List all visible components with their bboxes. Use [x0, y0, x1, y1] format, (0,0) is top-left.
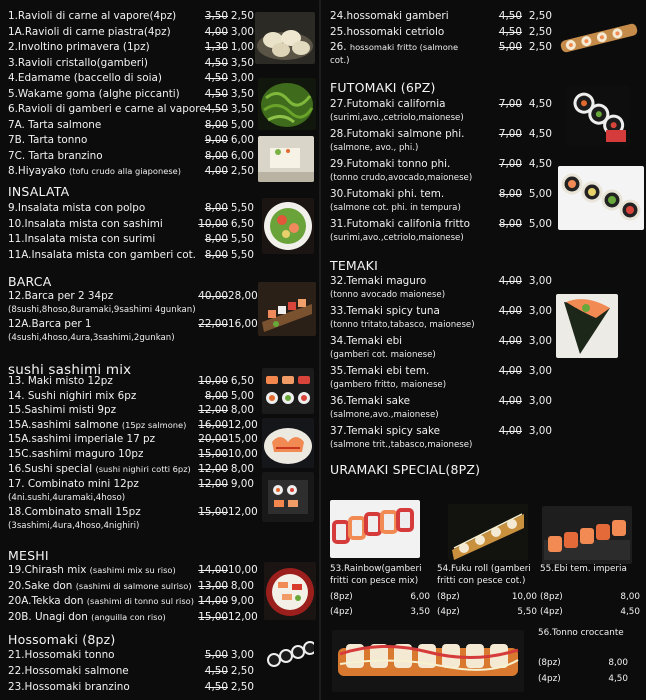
- old-price: 14,00: [198, 595, 228, 607]
- uramaki-8pz-label: (8pz): [540, 592, 563, 602]
- old-price: 4,00: [204, 25, 228, 38]
- item-name: [8, 665, 129, 678]
- section-title-sushi-sashimi-mix: sushi sashimi mix: [8, 362, 132, 378]
- item-name: [330, 425, 440, 438]
- item-name-text: 20.Sake don: [8, 579, 73, 592]
- item-name-text: 34.Temaki ebi: [330, 335, 403, 347]
- item-name-text: 19.Chirash mix: [8, 564, 87, 576]
- item-name-text: 11.Insalata mista con surimi: [8, 233, 156, 245]
- item-description: (4sushi,4hoso,4ura,3sashimi,2gunkan): [8, 333, 175, 343]
- item-description: (tonno tritato,tabasco, maionese): [330, 320, 475, 330]
- item-name: [330, 26, 444, 39]
- old-price: 4,50: [204, 87, 228, 100]
- item-name: [8, 404, 116, 417]
- item-name: [8, 375, 113, 388]
- new-price: 6,00: [230, 149, 254, 162]
- old-price: 4,00: [204, 165, 228, 177]
- new-price: 1,00: [230, 41, 254, 53]
- old-price: 15,00: [198, 610, 228, 623]
- section-title-insalata: INSALATA: [8, 184, 70, 199]
- new-price: 28,00: [228, 290, 258, 302]
- item-name-text: 18.Combinato small 15pz: [8, 506, 141, 518]
- new-price: 5,50: [230, 233, 254, 245]
- futomaki-1-photo: [566, 86, 630, 146]
- item-name: [330, 188, 444, 201]
- uramaki-8pz-price: 8,00: [620, 592, 640, 602]
- old-price: 15,00: [198, 506, 228, 518]
- combinato-photo: [262, 472, 314, 522]
- uramaki-4pz-price: 5,50: [517, 607, 537, 617]
- item-description: (gamberi cot. maionese): [330, 350, 436, 360]
- old-price: 4,50: [204, 681, 228, 693]
- futomaki-2-photo: [558, 166, 644, 230]
- old-price: 12,00: [198, 404, 228, 417]
- tonno-croccante-photo: [332, 630, 524, 692]
- item-name-text: 20B. Unagi don: [8, 610, 88, 623]
- item-name: [8, 119, 101, 132]
- item-name-text: 30.Futomaki phi. tem.: [330, 188, 445, 200]
- sashimi-photo: [262, 418, 314, 468]
- item-name-text: 31.Futomaki califonia fritto: [330, 218, 470, 230]
- ravioli-photo: [255, 12, 315, 64]
- item-name: [8, 57, 148, 70]
- item-name-note: (sashimi di tonno sul riso): [86, 596, 194, 606]
- item-name: [330, 98, 445, 111]
- hossomaki-fritto-photo: [554, 22, 644, 54]
- item-name: [8, 448, 143, 461]
- new-price: 3,00: [528, 395, 552, 407]
- item-name: [8, 10, 176, 23]
- item-description: (salmone cot. phi. in tempura): [330, 203, 461, 213]
- new-price: 10,00: [228, 564, 258, 576]
- old-price: 4,50: [204, 72, 228, 84]
- old-price: 4,00: [498, 335, 522, 347]
- old-price: 8,00: [204, 248, 228, 261]
- item-name: [8, 249, 196, 262]
- item-name-text: 15.Sashimi misti 9pz: [8, 404, 117, 417]
- old-price: 12,00: [198, 478, 228, 490]
- column-divider: [319, 0, 321, 700]
- uramaki-4pz-price: 3,50: [410, 607, 430, 617]
- item-description: (3sashimi,4ura,4hoso,4nighiri): [8, 521, 140, 531]
- uramaki-8pz-price: 6,00: [410, 592, 430, 602]
- left-column: [0, 0, 318, 700]
- new-price: 8,00: [230, 404, 254, 417]
- uramaki-4pz-label: (4pz): [540, 607, 563, 617]
- new-price: 2,50: [230, 681, 254, 693]
- item-name: [8, 26, 171, 39]
- item-name-note: (anguilla con riso): [91, 611, 166, 622]
- item-name: [330, 218, 470, 231]
- sushi-mix-photo: [262, 368, 314, 414]
- new-price: 3,00: [230, 72, 254, 84]
- item-name: [330, 41, 458, 54]
- item-name: [8, 233, 155, 246]
- new-price: 3,00: [528, 365, 552, 377]
- item-name: [8, 611, 166, 624]
- old-price: 4,00: [498, 395, 522, 407]
- item-name-text: 36.Temaki sake: [330, 395, 411, 407]
- item-name: [8, 580, 192, 593]
- item-name-text: 15C.sashimi maguro 10pz: [8, 448, 144, 460]
- item-name: [8, 595, 194, 608]
- item-name: [8, 290, 113, 303]
- item-description: (surimi,avo.,cetriolo,maionese): [330, 113, 464, 123]
- old-price: 9,00: [204, 134, 228, 146]
- item-name-text: 11A.Insalata mista con gamberi cot.: [8, 248, 196, 261]
- item-name: [8, 681, 130, 694]
- uramaki-caption: 55.Ebi tem. imperia: [540, 564, 627, 574]
- new-price: 8,00: [230, 579, 254, 592]
- new-price: 5,50: [230, 248, 254, 261]
- uramaki-caption-2: fritti con pesce cot.): [437, 576, 526, 586]
- item-name: [330, 10, 449, 23]
- item-name: [8, 433, 155, 446]
- item-name: [8, 463, 191, 476]
- new-price: 2,50: [230, 165, 254, 177]
- new-price: 5,50: [230, 202, 254, 214]
- item-name: [330, 275, 426, 288]
- new-price: 3,00: [528, 305, 552, 317]
- item-name: [330, 395, 410, 408]
- new-price: 3,50: [230, 56, 254, 69]
- ebi-tem-photo: [542, 506, 632, 564]
- item-name-text: 12A.Barca per 1: [8, 318, 92, 330]
- item-description: (8sushi,8hoso,8uramaki,9sashimi 4gunkan): [8, 305, 196, 315]
- new-price: 3,00: [528, 335, 552, 347]
- item-name-text: 5.Wakame goma (alghe piccanti): [8, 87, 180, 100]
- barca-photo: [258, 282, 316, 336]
- uramaki-8pz-price: 10,00: [511, 592, 537, 602]
- old-price: 8,00: [204, 389, 228, 402]
- item-description: (surimi,avo.,cetriolo,maionese): [330, 233, 464, 243]
- new-price: 6,50: [230, 375, 254, 387]
- old-price: 12,00: [198, 462, 228, 475]
- item-name: [8, 564, 176, 577]
- uramaki-8pz-label: (8pz): [330, 592, 353, 602]
- new-price: 6,50: [230, 217, 254, 230]
- tonno-8pz-label: (8pz): [538, 658, 561, 668]
- old-price: 4,00: [498, 305, 522, 317]
- item-name: [8, 103, 206, 116]
- old-price: 14,00: [198, 564, 228, 576]
- tonno-4pz-label: (4pz): [538, 674, 561, 684]
- old-price: 7,00: [498, 128, 522, 140]
- item-name-text: 15A.sashimi imperiale 17 pz: [8, 433, 156, 446]
- old-price: 3,50: [204, 10, 228, 22]
- item-name-text: 22.Hossomaki salmone: [8, 665, 129, 677]
- new-price: 2,50: [528, 10, 552, 22]
- section-title-meshi: MESHI: [8, 548, 49, 563]
- section-title-futomaki: FUTOMAKI (6PZ): [330, 80, 436, 95]
- item-name-text: 7C. Tarta branzino: [8, 149, 103, 162]
- item-name-note: (tofu crudo alla giaponese): [68, 166, 182, 176]
- item-name-text: 17. Combinato mini 12pz: [8, 478, 139, 490]
- old-price: 15,00: [198, 448, 228, 460]
- new-price: 10,00: [228, 448, 258, 460]
- uramaki-caption-2: fritti con pesce mix): [330, 576, 419, 586]
- new-price: 4,50: [528, 158, 552, 170]
- item-name: [8, 478, 139, 491]
- item-name: [330, 365, 429, 378]
- new-price: 12,00: [228, 610, 258, 623]
- item-name-text: 28.Futomaki salmone phi.: [330, 128, 465, 140]
- item-name-text: 3.Ravioli cristallo(gamberi): [8, 56, 148, 69]
- old-price: 4,50: [498, 10, 522, 22]
- hossomaki-photo: [266, 640, 314, 668]
- item-name-text: 14. Sushi nighiri mix 6pz: [8, 389, 137, 402]
- item-name-text: 9.Insalata mista con polpo: [8, 202, 146, 214]
- item-name-note: (15pz salmone): [121, 419, 187, 430]
- item-name-text: 37.Temaki spicy sake: [330, 425, 441, 437]
- new-price: 2,50: [528, 25, 552, 38]
- tofu-photo: [258, 136, 314, 182]
- uramaki-4pz-label: (4pz): [437, 607, 460, 617]
- item-name: [330, 305, 440, 318]
- new-price: 2,50: [230, 665, 254, 677]
- item-name: [8, 202, 145, 215]
- item-name-text: 29.Futomaki tonno phi.: [330, 158, 451, 170]
- uramaki-4pz-label: (4pz): [330, 607, 353, 617]
- new-price: 2,50: [230, 10, 254, 22]
- new-price: 5,00: [528, 218, 552, 230]
- item-description: (salmone, avo., phi.): [330, 143, 419, 153]
- section-title-hossomaki: Hossomaki (8pz): [8, 632, 116, 647]
- item-name-text: 12.Barca per 2 34pz: [8, 290, 114, 302]
- item-name-text: 24.hossomaki gamberi: [330, 10, 449, 22]
- item-name-text: 16.Sushi special: [8, 462, 93, 475]
- temaki-photo: [556, 294, 618, 358]
- item-description: (tonno avocado maionese): [330, 290, 446, 300]
- item-name-note: hossomaki fritto (salmone: [349, 42, 459, 52]
- wakame-photo: [258, 78, 316, 130]
- new-price: 5,00: [230, 389, 254, 402]
- rainbow-roll-photo: [330, 500, 420, 558]
- new-price: 4,50: [528, 128, 552, 140]
- old-price: 4,00: [498, 365, 522, 377]
- old-price: 5,00: [498, 41, 522, 53]
- item-name-text: 13. Maki misto 12pz: [8, 375, 113, 387]
- item-name-text: 7A. Tarta salmone: [8, 118, 102, 131]
- new-price: 3,00: [230, 649, 254, 661]
- item-name-text: 8.Hiyayako: [8, 165, 66, 177]
- old-price: 4,50: [204, 56, 228, 69]
- new-price: 16,00: [228, 318, 258, 330]
- new-price: 5,00: [230, 118, 254, 131]
- item-name-text: 25.hossomaki cetriolo: [330, 25, 445, 38]
- old-price: 7,00: [498, 98, 522, 110]
- old-price: 8,00: [204, 202, 228, 214]
- item-name-text: 21.Hossomaki tonno: [8, 649, 115, 661]
- item-name-text: 1.Ravioli di carne al vapore(4pz): [8, 10, 177, 22]
- old-price: 8,00: [204, 233, 228, 245]
- new-price: 3,00: [528, 425, 552, 437]
- new-price: 3,50: [230, 103, 254, 115]
- old-price: 4,50: [204, 665, 228, 677]
- old-price: 8,00: [204, 118, 228, 131]
- item-name: [8, 165, 181, 178]
- item-name: [330, 335, 402, 348]
- new-price: 8,00: [230, 462, 254, 475]
- item-name-text: 15A.sashimi salmone: [8, 418, 119, 431]
- uramaki-8pz-label: (8pz): [437, 592, 460, 602]
- old-price: 8,00: [498, 218, 522, 230]
- section-title-barca: BARCA: [8, 274, 52, 289]
- item-description: (salmone trit.,tabasco,maionese): [330, 440, 473, 450]
- new-price: 12,00: [228, 418, 258, 431]
- item-name: [8, 72, 162, 85]
- new-price: 6,00: [230, 134, 254, 146]
- old-price: 8,00: [498, 188, 522, 200]
- item-name-text: 1A.Ravioli di carne piastra(4pz): [8, 25, 171, 38]
- item-description: (gambero fritto, maionese): [330, 380, 447, 390]
- item-name-text: 4.Edamame (baccello di soia): [8, 72, 162, 84]
- item-description: (4ni.sushi,4uramaki,4hoso): [8, 493, 126, 503]
- item-name: [330, 158, 450, 171]
- uramaki-caption: 54.Fuku roll (gamberi: [437, 564, 531, 574]
- item-description: (tonno crudo,avocado,maionese): [330, 173, 473, 183]
- old-price: 4,50: [204, 103, 228, 115]
- item-name-note: (sushi nighiri cotti 6pz): [95, 463, 191, 474]
- new-price: 15,00: [228, 433, 258, 446]
- old-price: 10,00: [198, 217, 228, 230]
- new-price: 5,00: [528, 188, 552, 200]
- right-column: [322, 0, 646, 700]
- item-name-text: 20A.Tekka don: [8, 595, 84, 607]
- item-name: [8, 134, 87, 147]
- item-name-note: (sashimi di salmone sulriso): [75, 580, 192, 591]
- uramaki-caption: 53.Rainbow(gamberi: [330, 564, 422, 574]
- section-title-uramaki-special: URAMAKI SPECIAL(8PZ): [330, 462, 481, 477]
- old-price: 40,00: [198, 290, 228, 302]
- new-price: 3,00: [528, 275, 552, 287]
- item-name-text: 27.Futomaki california: [330, 98, 446, 110]
- item-name: [8, 218, 163, 231]
- item-name-text: 33.Temaki spicy tuna: [330, 305, 440, 317]
- uramaki-4pz-price: 4,50: [620, 607, 640, 617]
- item-name-note: (sashimi mix su riso): [89, 565, 176, 575]
- old-price: 13,00: [198, 579, 228, 592]
- item-name-text: 10.Insalata mista con sashimi: [8, 217, 163, 230]
- insalata-photo: [262, 198, 314, 254]
- item-name: [8, 318, 92, 331]
- item-name: [8, 649, 115, 662]
- item-name-text: 6.Ravioli di gamberi e carne al vapore: [8, 103, 206, 115]
- old-price: 20,00: [198, 433, 228, 446]
- item-name-text: 35.Temaki ebi tem.: [330, 365, 430, 377]
- new-price: 9,00: [230, 595, 254, 607]
- new-price: 4,50: [528, 98, 552, 110]
- item-name-text: 32.Temaki maguro: [330, 275, 427, 287]
- new-price: 3,50: [230, 87, 254, 100]
- item-name: [8, 390, 136, 403]
- old-price: 22,00: [198, 318, 228, 330]
- item-name-text: 26.: [330, 41, 347, 53]
- old-price: 10,00: [198, 375, 228, 387]
- item-name: [330, 128, 464, 141]
- item-name-text: 7B. Tarta tonno: [8, 134, 88, 146]
- item-name-text: 23.Hossomaki branzino: [8, 681, 130, 693]
- old-price: 4,00: [498, 425, 522, 437]
- old-price: 5,00: [204, 649, 228, 661]
- old-price: 4,00: [498, 275, 522, 287]
- tonno-croccante-caption: 56.Tonno croccante: [538, 628, 624, 638]
- old-price: 7,00: [498, 158, 522, 170]
- new-price: 9,00: [230, 478, 254, 490]
- item-description: (salmone,avo.,maionese): [330, 410, 439, 420]
- chirashi-photo: [264, 562, 316, 620]
- item-name: [8, 150, 103, 163]
- new-price: 2,50: [528, 41, 552, 53]
- tonno-4pz-price: 4,50: [608, 674, 628, 684]
- item-name: [8, 88, 180, 101]
- tonno-8pz-price: 8,00: [608, 658, 628, 668]
- item-name-text: 2.Involtino primavera (1pz): [8, 41, 150, 53]
- item-name: [8, 41, 150, 54]
- old-price: 1,30: [204, 41, 228, 53]
- old-price: 8,00: [204, 149, 228, 162]
- fuku-roll-photo: [448, 504, 528, 560]
- item-description: cot.): [330, 56, 350, 66]
- old-price: 16,00: [198, 418, 228, 431]
- old-price: 4,50: [498, 25, 522, 38]
- new-price: 12,00: [228, 506, 258, 518]
- item-name: [8, 419, 186, 432]
- item-name: [8, 506, 141, 519]
- new-price: 3,00: [230, 25, 254, 38]
- section-title-temaki: TEMAKI: [330, 258, 378, 273]
